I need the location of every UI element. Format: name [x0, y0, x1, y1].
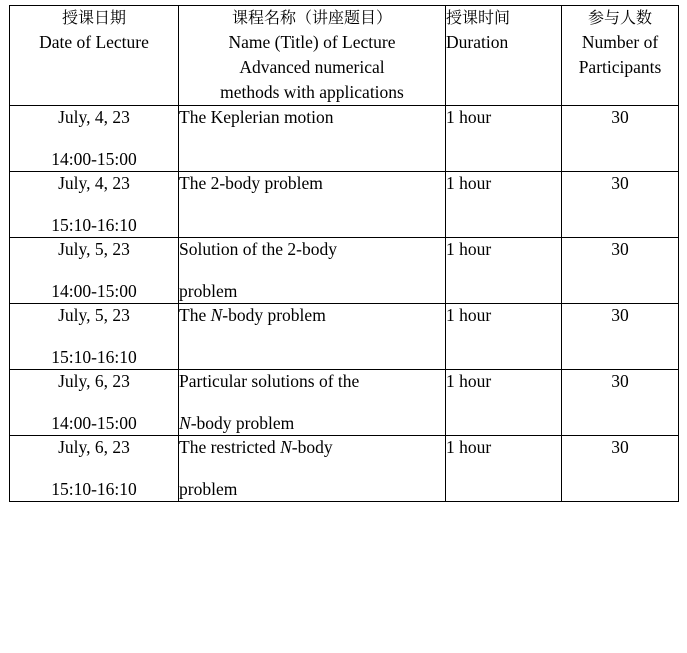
- cell-participants: 30: [562, 370, 679, 436]
- date-line-1: July, 4, 23: [58, 173, 130, 193]
- date-line-2: 14:00-15:00: [51, 281, 137, 301]
- name-line-2: problem: [179, 281, 238, 301]
- cell-participants: 30: [562, 436, 679, 502]
- cell-duration: 1 hour: [446, 436, 562, 502]
- header-date-cn: 授课日期: [61, 8, 126, 27]
- name-line-1: The N-body problem: [179, 305, 326, 325]
- name-line-1: The Keplerian motion: [179, 107, 334, 127]
- table-row: [10, 238, 679, 304]
- cell-duration: 1 hour: [446, 172, 562, 238]
- name-line-1: Particular solutions of the: [179, 371, 360, 391]
- name-line-1: The restricted N-body: [179, 437, 333, 457]
- table-row: [10, 106, 679, 172]
- table-row: [10, 172, 679, 238]
- header-cell-participants: [562, 6, 679, 106]
- cell-participants: 30: [562, 238, 679, 304]
- header-participants-cn: 参与人数: [587, 8, 652, 27]
- header-name-en-line3: methods with applications: [220, 82, 404, 102]
- table-row: [10, 370, 679, 436]
- cell-participants: 30: [562, 106, 679, 172]
- cell-date: [10, 172, 179, 238]
- cell-duration: 1 hour: [446, 106, 562, 172]
- header-date-en: Date of Lecture: [39, 32, 149, 52]
- table-row: [10, 304, 679, 370]
- name-line-2: problem: [179, 479, 238, 499]
- cell-participants: 30: [562, 172, 679, 238]
- header-cell-duration: [446, 6, 562, 106]
- document-page: [0, 5, 687, 653]
- name-line-2: N-body problem: [179, 413, 295, 433]
- cell-lecture-name: [179, 106, 446, 172]
- date-line-2: 14:00-15:00: [51, 413, 137, 433]
- cell-date: [10, 238, 179, 304]
- header-name-en-line2: Advanced numerical: [239, 57, 385, 77]
- table-header-row: [10, 6, 679, 106]
- cell-date: [10, 436, 179, 502]
- cell-participants: 30: [562, 304, 679, 370]
- table-row: [10, 436, 679, 502]
- date-line-2: 15:10-16:10: [51, 479, 137, 499]
- cell-date: [10, 304, 179, 370]
- header-participants-en-line2: Participants: [578, 57, 662, 77]
- name-line-1: The 2-body problem: [179, 173, 323, 193]
- cell-date: [10, 370, 179, 436]
- header-cell-name: [179, 6, 446, 106]
- cell-lecture-name: [179, 370, 446, 436]
- header-name-cn: 课程名称（讲座题目）: [231, 8, 392, 27]
- cell-lecture-name: [179, 436, 446, 502]
- date-line-1: July, 5, 23: [58, 305, 130, 325]
- cell-date: [10, 106, 179, 172]
- cell-lecture-name: [179, 172, 446, 238]
- cell-duration: 1 hour: [446, 238, 562, 304]
- date-line-2: 14:00-15:00: [51, 149, 137, 169]
- header-duration-cn: 授课时间: [446, 8, 511, 27]
- header-cell-date: [10, 6, 179, 106]
- name-line-1: Solution of the 2-body: [179, 239, 337, 259]
- cell-lecture-name: [179, 304, 446, 370]
- date-line-2: 15:10-16:10: [51, 215, 137, 235]
- header-name-en: Name (Title) of Lecture: [228, 32, 396, 52]
- date-line-1: July, 5, 23: [58, 239, 130, 259]
- date-line-1: July, 6, 23: [58, 437, 130, 457]
- header-participants-en: Number of: [581, 32, 659, 52]
- header-duration-en: Duration: [446, 32, 509, 52]
- date-line-1: July, 6, 23: [58, 371, 130, 391]
- cell-duration: 1 hour: [446, 304, 562, 370]
- lecture-schedule-table: [9, 5, 679, 502]
- date-line-1: July, 4, 23: [58, 107, 130, 127]
- cell-lecture-name: [179, 238, 446, 304]
- date-line-2: 15:10-16:10: [51, 347, 137, 367]
- cell-duration: 1 hour: [446, 370, 562, 436]
